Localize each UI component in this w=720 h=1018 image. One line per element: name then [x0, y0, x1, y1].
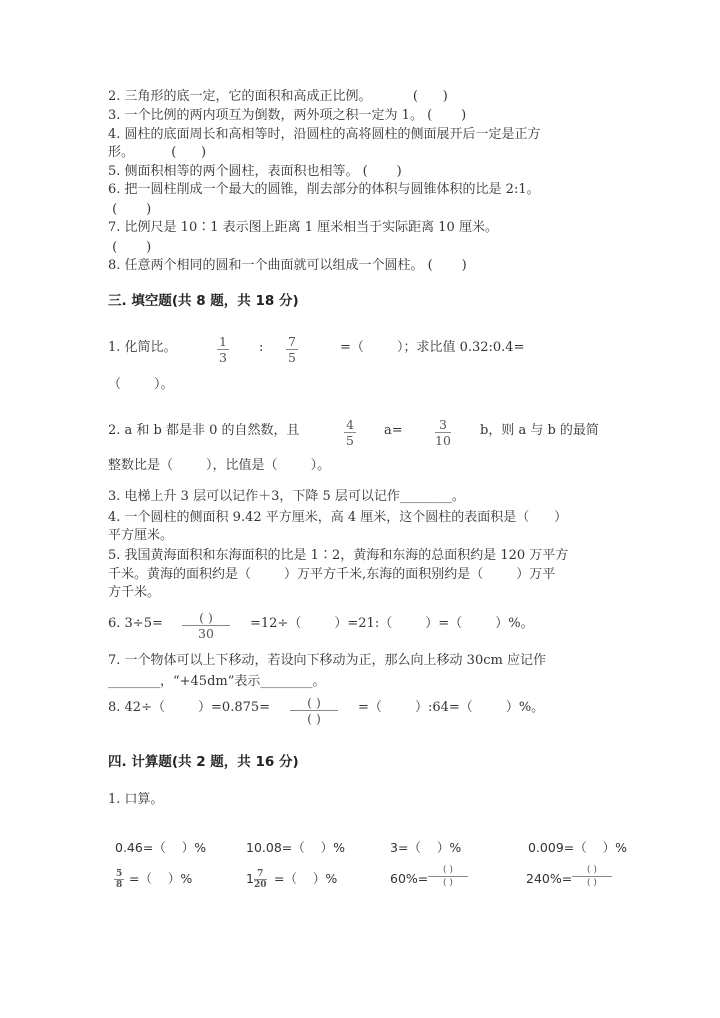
judge-q3: 3. 一个比例的两内项互为倒数，两外项之积一定为 1。 ( ): [108, 108, 467, 123]
fill-q1-b: =（ ）；求比值 0.32:0.4=: [340, 340, 525, 355]
numerator: ( ): [428, 864, 468, 877]
calc-item: 60%=: [390, 871, 429, 886]
calc-item: 3=（ ）%: [390, 840, 462, 855]
denominator: ( ): [307, 711, 321, 726]
numerator: ( ): [290, 695, 338, 711]
fill-q7-line1: 7. 一个物体可以上下移动，若设向下移动为正，那么向上移动 30cm 应记作: [108, 653, 546, 668]
fraction-blank: [572, 864, 612, 889]
fill-q5-line3: 方千米。: [108, 585, 161, 600]
denominator: 30: [198, 626, 214, 641]
fraction-7-20: [254, 869, 267, 890]
denominator: 5: [288, 350, 296, 365]
fill-q8-a: 8. 42÷（ ）=0.875=: [108, 700, 271, 715]
denominator: ( ): [443, 878, 453, 888]
judge-q5: 5. 侧面积相等的两个圆柱，表面积也相等。 ( ): [108, 164, 402, 179]
numerator: 7: [288, 334, 296, 349]
numerator: 5: [116, 869, 123, 879]
fill-q5-line1: 5. 我国黄海面积和东海面积的比是 1∶2，黄海和东海的总面积约是 120 万平方: [108, 548, 569, 563]
denominator: 8: [116, 880, 123, 890]
fill-q4-line2: 平方厘米。: [108, 528, 174, 543]
judge-q7-line2: ( ): [108, 240, 152, 255]
fill-q2-c: 整数比是（ ），比值是（ ）。: [108, 458, 331, 473]
judge-q4-line1: 4. 圆柱的底面周长和高相等时，沿圆柱的高将圆柱的侧面展开后一定是正方: [108, 127, 541, 142]
fraction-5-8: [114, 869, 124, 890]
mixed-whole: 1: [246, 871, 254, 886]
fill-q2-m: a=: [384, 423, 403, 438]
numerator: 4: [346, 417, 354, 432]
section3-title: 三. 填空题(共 8 题，共 18 分): [108, 293, 299, 309]
calc-item: 0.009=（ ）%: [528, 840, 628, 855]
numerator: ( ): [182, 610, 230, 626]
numerator: 7: [254, 869, 267, 880]
section4-title: 四. 计算题(共 2 题，共 16 分): [108, 754, 299, 770]
fraction-blank: [428, 864, 468, 889]
calc-item: 0.46=（ ）%: [115, 840, 207, 855]
calc-q1: 1. 口算。: [108, 792, 164, 807]
fill-q6-b: =12÷（ ）=21:（ ）=（ ）%。: [250, 616, 534, 631]
fill-q7-line2: ________，“+45dm”表示________。: [108, 674, 326, 689]
fill-q4-line1: 4. 一个圆柱的侧面积 9.42 平方厘米，高 4 厘米，这个圆柱的表面积是（ ）: [108, 510, 568, 525]
calc-item: 240%=: [526, 871, 573, 886]
numerator: ( ): [572, 864, 612, 877]
calc-item: =（ ）%: [129, 871, 193, 886]
fill-q5-line2: 千米。黄海的面积约是（ ）万平方千米,东海的面积别约是（ ）万平: [108, 567, 556, 582]
judge-q6-line2: ( ): [108, 202, 152, 217]
judge-q6-line1: 6. 把一圆柱削成一个最大的圆锥，削去部分的体积与圆锥体积的比是 2:1。: [108, 182, 540, 197]
fill-q1-a: 1. 化简比。: [108, 340, 177, 355]
calc-item: 10.08=（ ）%: [246, 840, 346, 855]
judge-q8: 8. 任意两个相同的圆和一个曲面就可以组成一个圆柱。 ( ): [108, 258, 467, 273]
fill-q2-a: 2. a 和 b 都是非 0 的自然数，且: [108, 423, 300, 438]
numerator: 1: [219, 334, 227, 349]
denominator: ( ): [587, 878, 597, 888]
fill-q3: 3. 电梯上升 3 层可以记作＋3，下降 5 层可以记作________。: [108, 489, 465, 504]
numerator: 3: [435, 417, 451, 433]
fill-q6-a: 6. 3÷5=: [108, 616, 163, 631]
fill-q2-b: b，则 a 与 b 的最简: [480, 423, 599, 438]
fraction-3-10: [435, 417, 451, 448]
fill-q8-b: =（ ）:64=（ ）%。: [358, 700, 545, 715]
fraction-4-5: [344, 417, 356, 448]
fraction-1-3: [217, 334, 229, 365]
denominator: 10: [435, 433, 451, 448]
judge-q4-line2: 形。 ( ): [108, 145, 207, 160]
judge-q2: 2. 三角形的底一定，它的面积和高成正比例。 ( ): [108, 89, 448, 104]
colon: :: [259, 340, 264, 355]
judge-q7-line1: 7. 比例尺是 10∶1 表示图上距离 1 厘米相当于实际距离 10 厘米。: [108, 220, 498, 235]
fraction-blank-30: [182, 610, 230, 641]
fill-q1-c: （ ）。: [108, 377, 174, 392]
calc-item: =（ ）%: [274, 871, 338, 886]
fraction-blank-blank: [290, 695, 338, 726]
denominator: 3: [219, 350, 227, 365]
denominator: 5: [346, 433, 354, 448]
denominator: 20: [254, 880, 267, 890]
fraction-7-5: [286, 334, 298, 365]
